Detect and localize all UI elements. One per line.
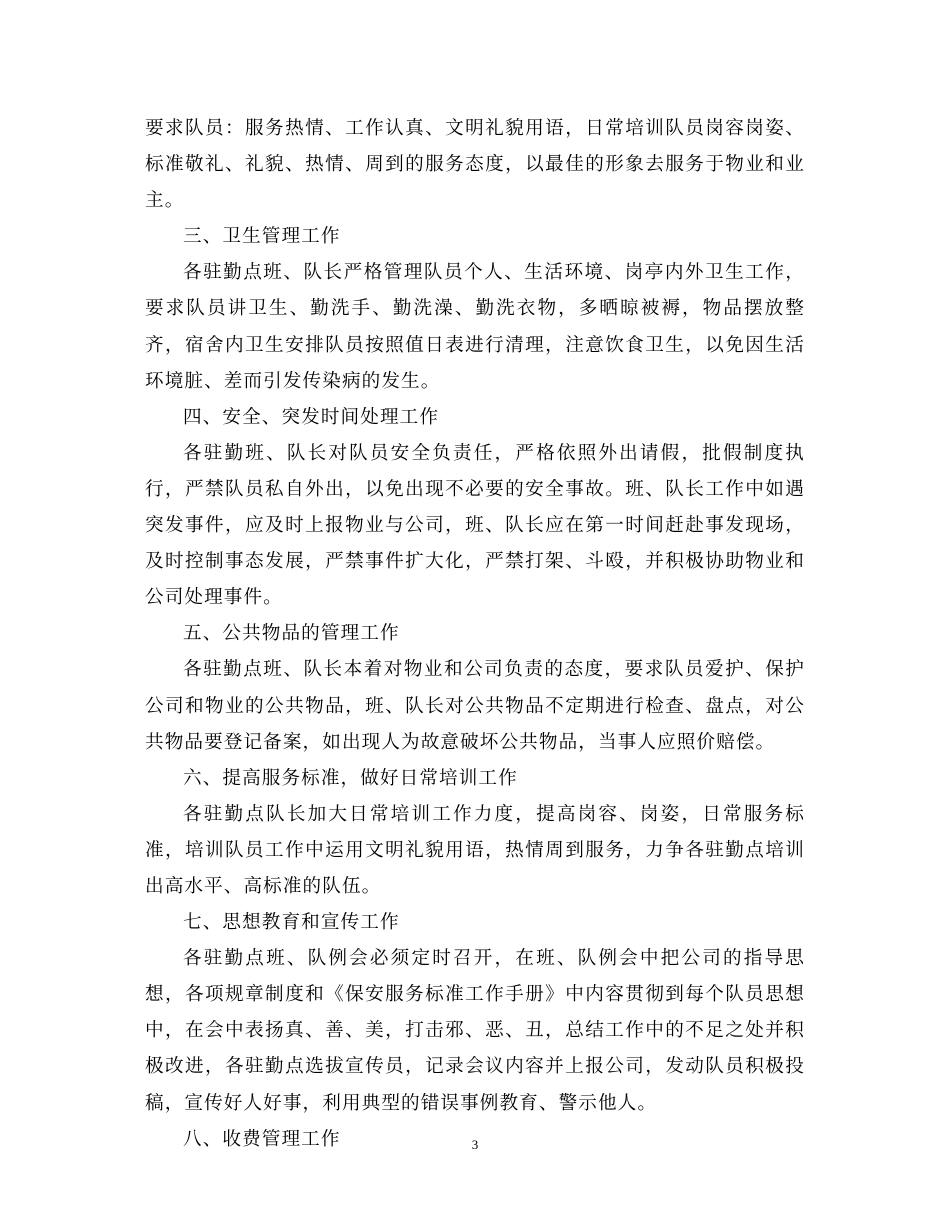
page-number: 3 [471,1137,479,1152]
paragraph: 各驻勤班、队长对队员安全负责任，严格依照外出请假，批假制度执行，严禁队员私自外出，以免出现不必要的安全事故。班、队长工作中如遇突发事件，应及时上报物业与公司，班、队长应在第一时间赶赴事发现场，及时控制事态发展，严禁事件扩大化，严禁打架、斗殴，并积极协助物业和公司处理事件。 [145,442,805,609]
paragraph: 各驻勤点队长加大日常培训工作力度，提高岗容、岗姿，日常服务标准，培训队员工作中运用文明礼貌用语，热情周到服务，力争各驻勤点培训出高水平、高标准的队伍。 [145,803,805,897]
section-heading: 八、收费管理工作 [183,1128,341,1150]
paragraph: 各驻勤点班、队长严格管理队员个人、生活环境、岗亭内外卫生工作，要求队员讲卫生、勤洗手、勤洗澡、勤洗衣物，多晒晾被褥，物品摆放整齐，宿舍内卫生安排队员按照值日表进行清理，注意饮食卫生，以免因生活环境脏、差而引发传染病的发生。 [145,262,805,392]
paragraph: 各驻勤点班、队例会必须定时召开，在班、队例会中把公司的指导思想，各项规章制度和《保安服务标准工作手册》中内容贯彻到每个队员思想中，在会中表扬真、善、美，打击邪、恶、丑，总结工作中的不足之处并积极改进，各驻勤点选拔宣传员，记录会议内容并上报公司，发动队员积极投稿，宣传好人好事，利用典型的错误事例教育、警示他人。 [145,948,805,1114]
section-heading: 六、提高服务标准，做好日常培训工作 [183,767,518,789]
section-heading: 七、思想教育和宣传工作 [183,912,400,934]
paragraph: 各驻勤点班、队长本着对物业和公司负责的态度，要求队员爱护、保护公司和物业的公共物品，班、队长对公共物品不定期进行检查、盘点，对公共物品要登记备案，如出现人为故意破坏公共物品，当事人应照价赔偿。 [145,659,805,753]
section-heading: 五、公共物品的管理工作 [183,623,400,645]
document-body [145,111,805,1158]
section-heading: 四、安全、突发时间处理工作 [183,406,440,428]
section-heading: 三、卫生管理工作 [183,226,341,248]
paragraph: 要求队员：服务热情、工作认真、文明礼貌用语，日常培训队员岗容岗姿、标准敬礼、礼貌、热情、周到的服务态度，以最佳的形象去服务于物业和业主。 [145,118,805,212]
